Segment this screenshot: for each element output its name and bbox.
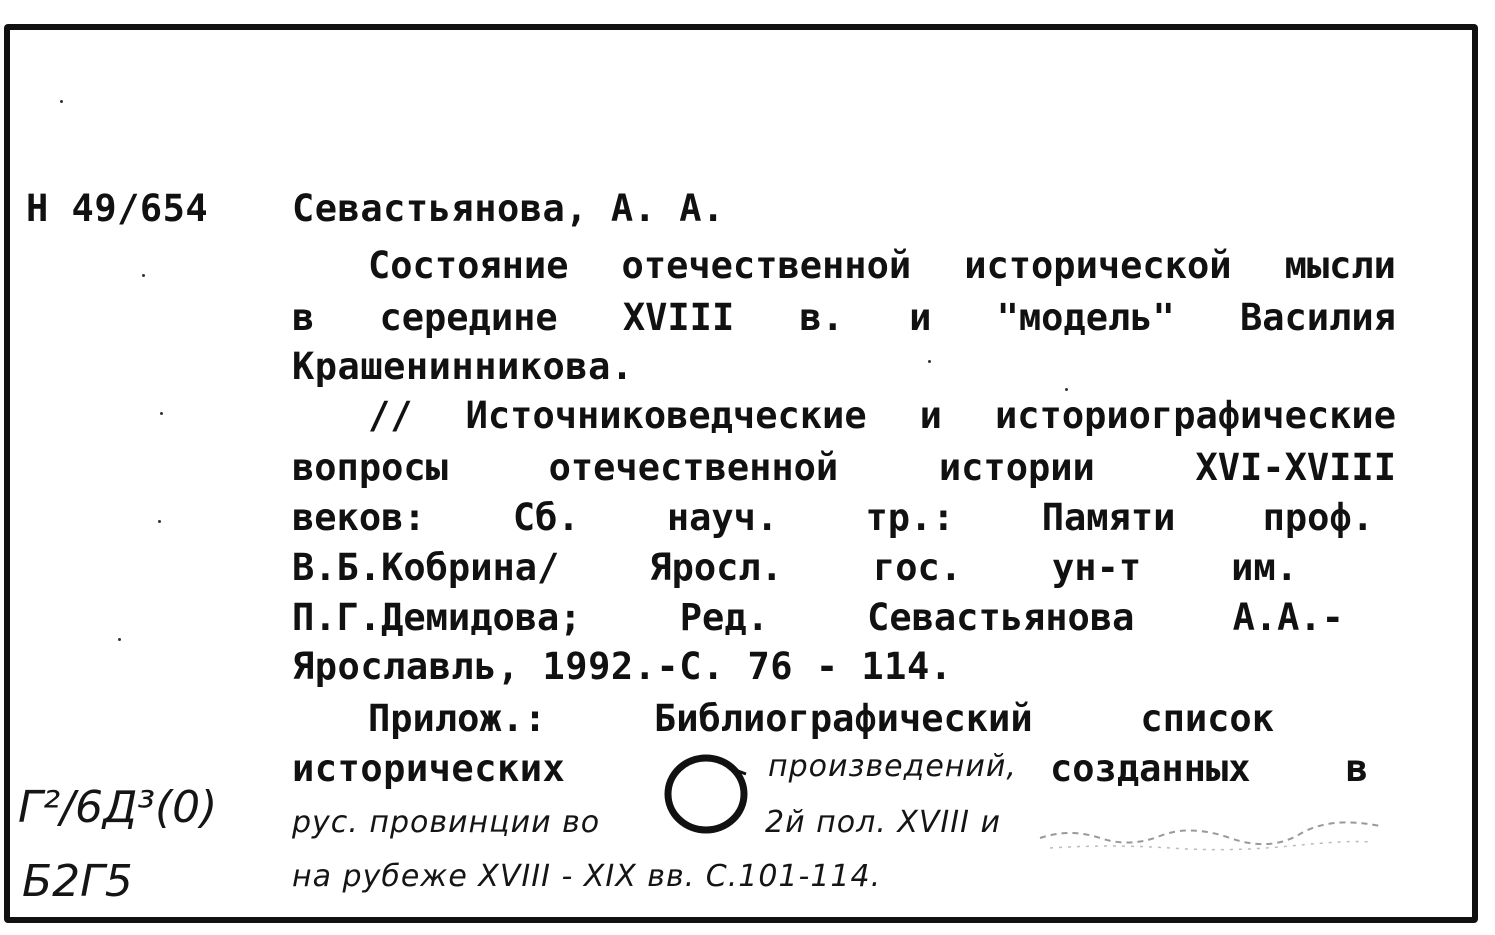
source-word: науч. xyxy=(666,496,779,539)
appendix-line-1 xyxy=(368,697,1274,740)
source-word: П.Г.Демидова; xyxy=(292,596,582,639)
source-word: Источниковедческие xyxy=(465,394,867,437)
title-line-3: Крашенинникова. xyxy=(292,345,634,388)
source-word: истории xyxy=(938,446,1095,489)
title-word: исторической xyxy=(964,244,1232,287)
source-word: XVI-XVIII xyxy=(1195,446,1396,489)
margin-code-1: Г²/6Д³(0) xyxy=(18,782,218,833)
title-word: в xyxy=(292,296,315,339)
appendix-word: в xyxy=(1345,747,1368,790)
dust-speck xyxy=(928,360,931,363)
title-word: середине xyxy=(379,296,558,339)
source-line-5 xyxy=(292,596,1344,639)
dust-speck xyxy=(158,520,161,523)
source-word: // xyxy=(368,394,413,437)
source-line-3 xyxy=(292,496,1374,539)
source-word: веков: xyxy=(292,496,426,539)
title-word: Василия xyxy=(1239,296,1396,339)
title-word: отечественной xyxy=(621,244,912,287)
title-word: "модель" xyxy=(996,296,1175,339)
dust-speck xyxy=(160,412,163,415)
handwritten-line-period: 2й пол. XVIII и xyxy=(765,805,1001,840)
source-word: отечественной xyxy=(548,446,839,489)
title-word: XVIII xyxy=(622,296,735,339)
source-word: А.А.- xyxy=(1232,596,1344,639)
appendix-word: Прилож.: xyxy=(368,697,547,740)
source-word: историографические xyxy=(995,394,1396,437)
dust-speck xyxy=(60,100,63,103)
handwritten-line-province: рус. провинции во xyxy=(292,805,601,840)
dust-speck xyxy=(118,638,121,641)
erased-text-smudge xyxy=(1030,808,1390,858)
source-word: проф. xyxy=(1262,496,1374,539)
appendix-word: список xyxy=(1140,697,1274,740)
title-line-1 xyxy=(368,244,1396,287)
author-heading: Севастьянова, А. А. xyxy=(292,187,725,230)
handwritten-line-turn: на рубеже XVIII - XIX вв. С.101-114. xyxy=(292,859,882,894)
source-word: В.Б.Кобрина/ xyxy=(292,546,560,589)
source-word: и xyxy=(919,394,942,437)
dust-speck xyxy=(1065,388,1068,391)
title-word: мысли xyxy=(1284,244,1396,287)
source-word: Севастьянова xyxy=(867,596,1135,639)
appendix-line-2-end xyxy=(1050,747,1368,790)
title-line-2 xyxy=(292,296,1396,339)
source-word: Памяти xyxy=(1041,496,1176,539)
title-word: и xyxy=(909,296,932,339)
source-word: вопросы xyxy=(292,446,448,489)
source-word: им. xyxy=(1231,546,1298,589)
source-line-2 xyxy=(292,446,1396,489)
source-word: Яросл. xyxy=(649,546,783,589)
title-word: Состояние xyxy=(368,244,569,287)
dust-speck xyxy=(142,274,145,277)
source-word: ун-т xyxy=(1052,546,1142,589)
appendix-line-2-start: исторических xyxy=(292,747,566,790)
source-line-1 xyxy=(368,394,1396,437)
shelfmark: Н 49/654 xyxy=(26,187,209,230)
source-word: гос. xyxy=(872,546,963,589)
appendix-word: Библиографический xyxy=(653,697,1033,740)
margin-code-2: Б2Г5 xyxy=(22,856,133,907)
source-word: Сб. xyxy=(512,496,580,539)
source-line-6: Ярославль, 1992.-С. 76 - 114. xyxy=(292,645,953,688)
hole-ring-mark xyxy=(660,748,770,838)
source-line-4 xyxy=(292,546,1298,589)
handwritten-insert-works: произведений, xyxy=(768,749,1017,784)
source-word: Ред. xyxy=(679,596,769,639)
source-word: тр.: xyxy=(865,496,955,539)
title-word: в. xyxy=(799,296,844,339)
appendix-word: созданных xyxy=(1050,747,1251,790)
